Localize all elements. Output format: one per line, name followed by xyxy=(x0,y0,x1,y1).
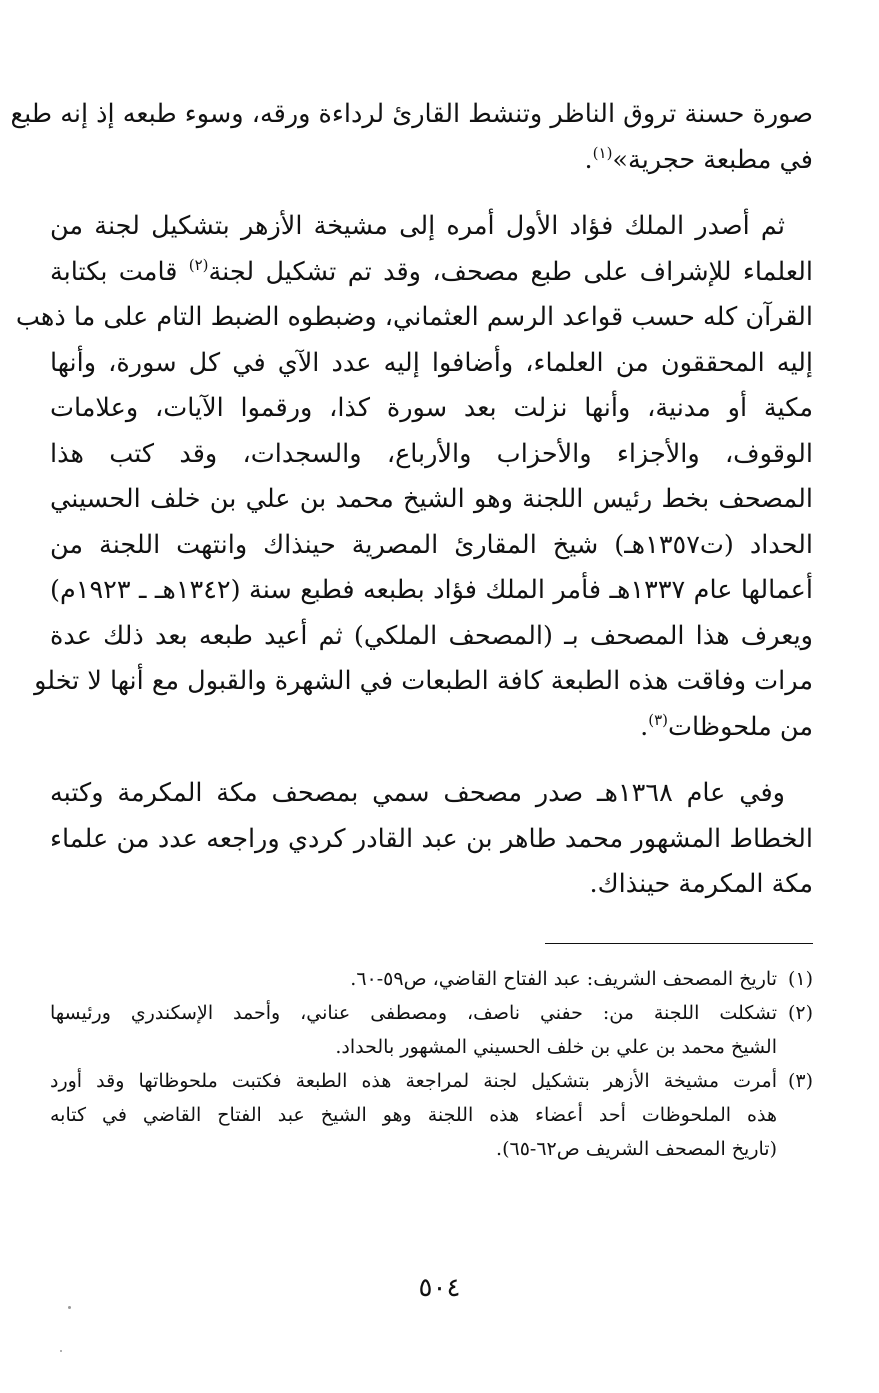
text-fragment: . xyxy=(640,711,649,742)
text-line: مكية أو مدنية، وأنها نزلت بعد سورة كذا، ورقموا الآيات، وعلامات xyxy=(50,393,813,423)
footnote-number: (٢) xyxy=(787,1001,813,1024)
text-line: صورة حسنة تروق الناظر وتنشط القارئ لرداءة ورقه، وسوء طبعه إذ إنه طبع xyxy=(10,99,813,129)
text-line: القرآن كله حسب قواعد الرسم العثماني، وضبطوه الضبط التام على ما ذهب xyxy=(15,302,813,332)
text-fragment: من ملحوظات xyxy=(668,711,813,742)
footnote-ref-1: (١) xyxy=(592,143,613,162)
text-fragment: قامت بكتابة xyxy=(50,256,189,287)
footnote-line: هذه الملحوظات أحد أعضاء هذه اللجنة وهو الشيخ عبد الفتاح القاضي في كتابه xyxy=(50,1103,777,1126)
text-line: إليه المحققون من العلماء، وأضافوا إليه عدد الآي في كل سورة، وأنها xyxy=(50,347,813,378)
footnote-number: (٣) xyxy=(787,1069,813,1092)
text-line: ويعرف هذا المصحف بـ (المصحف الملكي) ثم أعيد طبعه بعد ذلك عدة xyxy=(50,620,813,651)
text-line: وفي عام ١٣٦٨هـ صدر مصحف سمي بمصحف مكة المكرمة وكتبه xyxy=(50,778,785,808)
paragraph-1 xyxy=(10,92,813,183)
paragraph-3 xyxy=(50,771,813,908)
text-line: الحداد (ت١٣٥٧هـ) شيخ المقارئ المصرية حينذاك وانتهت اللجنة من xyxy=(50,529,813,560)
scan-speck xyxy=(68,1306,71,1309)
text-fragment: في مطبعة حجرية» xyxy=(612,144,813,175)
footnote-3 xyxy=(50,1064,813,1166)
text-line xyxy=(50,250,813,296)
text-line: مكة المكرمة حينذاك. xyxy=(589,869,813,899)
text-line: الخطاط المشهور محمد طاهر بن عبد القادر كردي وراجعه عدد من علماء xyxy=(50,823,813,854)
text-line xyxy=(50,138,813,184)
footnote-line: أمرت مشيخة الأزهر بتشكيل لجنة لمراجعة هذه الطبعة فكتبت ملحوظاتها وقد أورد xyxy=(50,1069,777,1092)
text-line: المصحف بخط رئيس اللجنة وهو الشيخ محمد بن علي بن خلف الحسيني xyxy=(50,484,813,514)
footnote-1 xyxy=(50,962,813,996)
footnote-line: (تاريخ المصحف الشريف ص٦٢-٦٥). xyxy=(496,1137,777,1160)
footnote-ref-2: (٢) xyxy=(188,255,209,274)
page-number: ٥٠٤ xyxy=(418,1273,461,1303)
text-fragment: . xyxy=(584,144,593,175)
footnote-number: (١) xyxy=(787,967,813,990)
text-line xyxy=(50,705,813,751)
footnotes xyxy=(50,962,813,1166)
footnote-line: تاريخ المصحف الشريف: عبد الفتاح القاضي، ص٥٩-٦٠. xyxy=(350,967,777,990)
text-line: الوقوف، والأجزاء والأحزاب والأرباع، والسجدات، وقد كتب هذا xyxy=(50,438,813,469)
text-fragment: العلماء للإشراف على طبع مصحف، وقد تم تشكيل لجنة xyxy=(208,256,813,287)
paragraph-2 xyxy=(15,204,813,750)
footnote-line: تشكلت اللجنة من: حفني ناصف، ومصطفى عناني، وأحمد الإسكندري ورئيسها xyxy=(50,1001,777,1024)
footnote-ref-3: (٣) xyxy=(648,710,669,729)
footnote-2 xyxy=(50,996,813,1064)
footnote-line: الشيخ محمد بن علي بن خلف الحسيني المشهور بالحداد. xyxy=(335,1035,777,1058)
footnote-separator xyxy=(545,943,813,944)
scan-speck xyxy=(60,1350,62,1352)
text-line: أعمالها عام ١٣٣٧هـ فأمر الملك فؤاد بطبعه فطبع سنة (١٣٤٢هـ ـ ١٩٢٣م) xyxy=(50,575,813,605)
text-line: مرات وفاقت هذه الطبعة كافة الطبعات في الشهرة والقبول مع أنها لا تخلو xyxy=(34,666,813,696)
text-line: ثم أصدر الملك فؤاد الأول أمره إلى مشيخة الأزهر بتشكيل لجنة من xyxy=(50,211,785,241)
